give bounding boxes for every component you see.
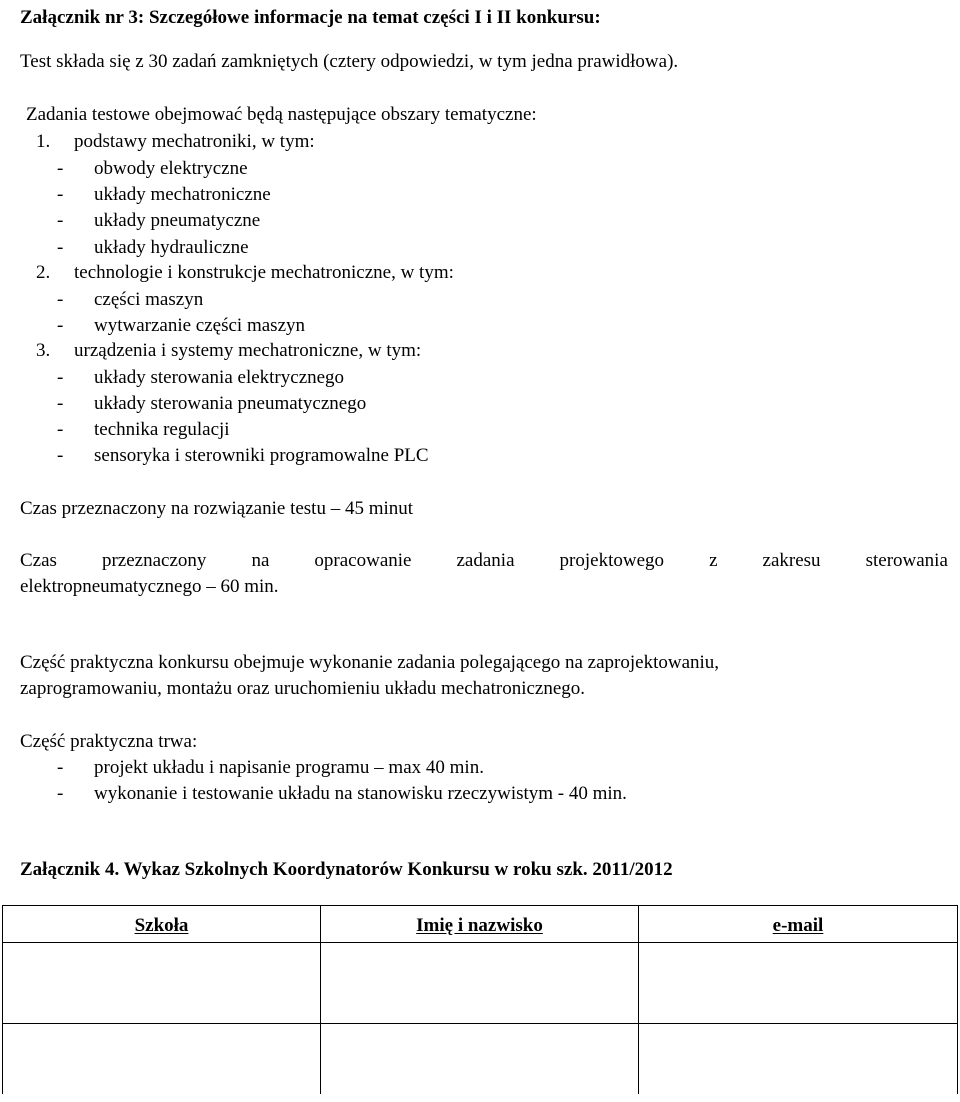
table-cell[interactable]	[321, 943, 639, 1024]
dash: -	[57, 757, 64, 778]
dash: -	[57, 445, 64, 466]
area-item: układy hydrauliczne	[94, 237, 249, 258]
area-title: urządzenia i systemy mechatroniczne, w tym:	[74, 340, 422, 361]
dash: -	[57, 289, 64, 310]
test-description: Test składa się z 30 zadań zamkniętych (cztery odpowiedzi, w tym jedna prawidłowa).	[20, 51, 679, 72]
area-number: 2.	[36, 262, 51, 283]
dash: -	[57, 315, 64, 336]
word: Czas	[20, 550, 57, 571]
area-number: 1.	[36, 131, 51, 152]
table-cell[interactable]	[639, 1024, 958, 1095]
column-header-email: e-mail	[639, 906, 958, 943]
area-item: sensoryka i sterowniki programowalne PLC	[94, 445, 429, 466]
area-title: podstawy mechatroniki, w tym:	[74, 131, 315, 152]
area-item: wytwarzanie części maszyn	[94, 315, 306, 336]
practical-description-line1: Część praktyczna konkursu obejmuje wykonanie zadania polegającego na zaprojektowaniu,	[20, 652, 720, 673]
area-title: technologie i konstrukcje mechatroniczne, w tym:	[74, 262, 454, 283]
table-row	[3, 1024, 958, 1095]
time-project-line1	[20, 548, 948, 574]
areas-intro: Zadania testowe obejmować będą następujące obszary tematyczne:	[26, 104, 537, 125]
practical-description-line2: zaprogramowaniu, montażu oraz uruchomieniu układu mechatronicznego.	[20, 678, 586, 699]
dash: -	[57, 210, 64, 231]
area-item: układy sterowania pneumatycznego	[94, 393, 367, 414]
area-item: technika regulacji	[94, 419, 230, 440]
table-cell[interactable]	[321, 1024, 639, 1095]
area-number: 3.	[36, 340, 51, 361]
word: zakresu	[762, 550, 821, 571]
dash: -	[57, 367, 64, 388]
word: z	[709, 550, 718, 571]
coordinators-table	[2, 905, 958, 1094]
word: sterowania	[865, 550, 948, 571]
word: przeznaczony	[101, 550, 207, 571]
dash: -	[57, 393, 64, 414]
column-header-school: Szkoła	[3, 906, 321, 943]
dash: -	[57, 237, 64, 258]
word: zadania	[456, 550, 515, 571]
word: na	[251, 550, 270, 571]
word: projektowego	[559, 550, 665, 571]
practical-duration-item: wykonanie i testowanie układu na stanowisku rzeczywistym - 40 min.	[94, 783, 627, 804]
area-item: układy pneumatyczne	[94, 210, 261, 231]
annex3-heading: Załącznik nr 3: Szczegółowe informacje na temat części I i II konkursu:	[20, 7, 601, 28]
table-cell[interactable]	[639, 943, 958, 1024]
table-cell[interactable]	[3, 1024, 321, 1095]
word: opracowanie	[314, 550, 412, 571]
time-project-line2: elektropneumatycznego – 60 min.	[20, 576, 279, 597]
practical-duration-item: projekt układu i napisanie programu – max 40 min.	[94, 757, 484, 778]
area-item: układy mechatroniczne	[94, 184, 271, 205]
practical-duration-title: Część praktyczna trwa:	[20, 731, 198, 752]
column-header-name: Imię i nazwisko	[321, 906, 639, 943]
area-item: układy sterowania elektrycznego	[94, 367, 345, 388]
dash: -	[57, 419, 64, 440]
dash: -	[57, 158, 64, 179]
dash: -	[57, 184, 64, 205]
area-item: obwody elektryczne	[94, 158, 248, 179]
table-header-row	[3, 906, 958, 943]
dash: -	[57, 783, 64, 804]
area-item: części maszyn	[94, 289, 204, 310]
time-test: Czas przeznaczony na rozwiązanie testu – 45 minut	[20, 498, 414, 519]
annex4-heading: Załącznik 4. Wykaz Szkolnych Koordynatorów Konkursu w roku szk. 2011/2012	[20, 859, 673, 880]
table-row	[3, 943, 958, 1024]
table-cell[interactable]	[3, 943, 321, 1024]
